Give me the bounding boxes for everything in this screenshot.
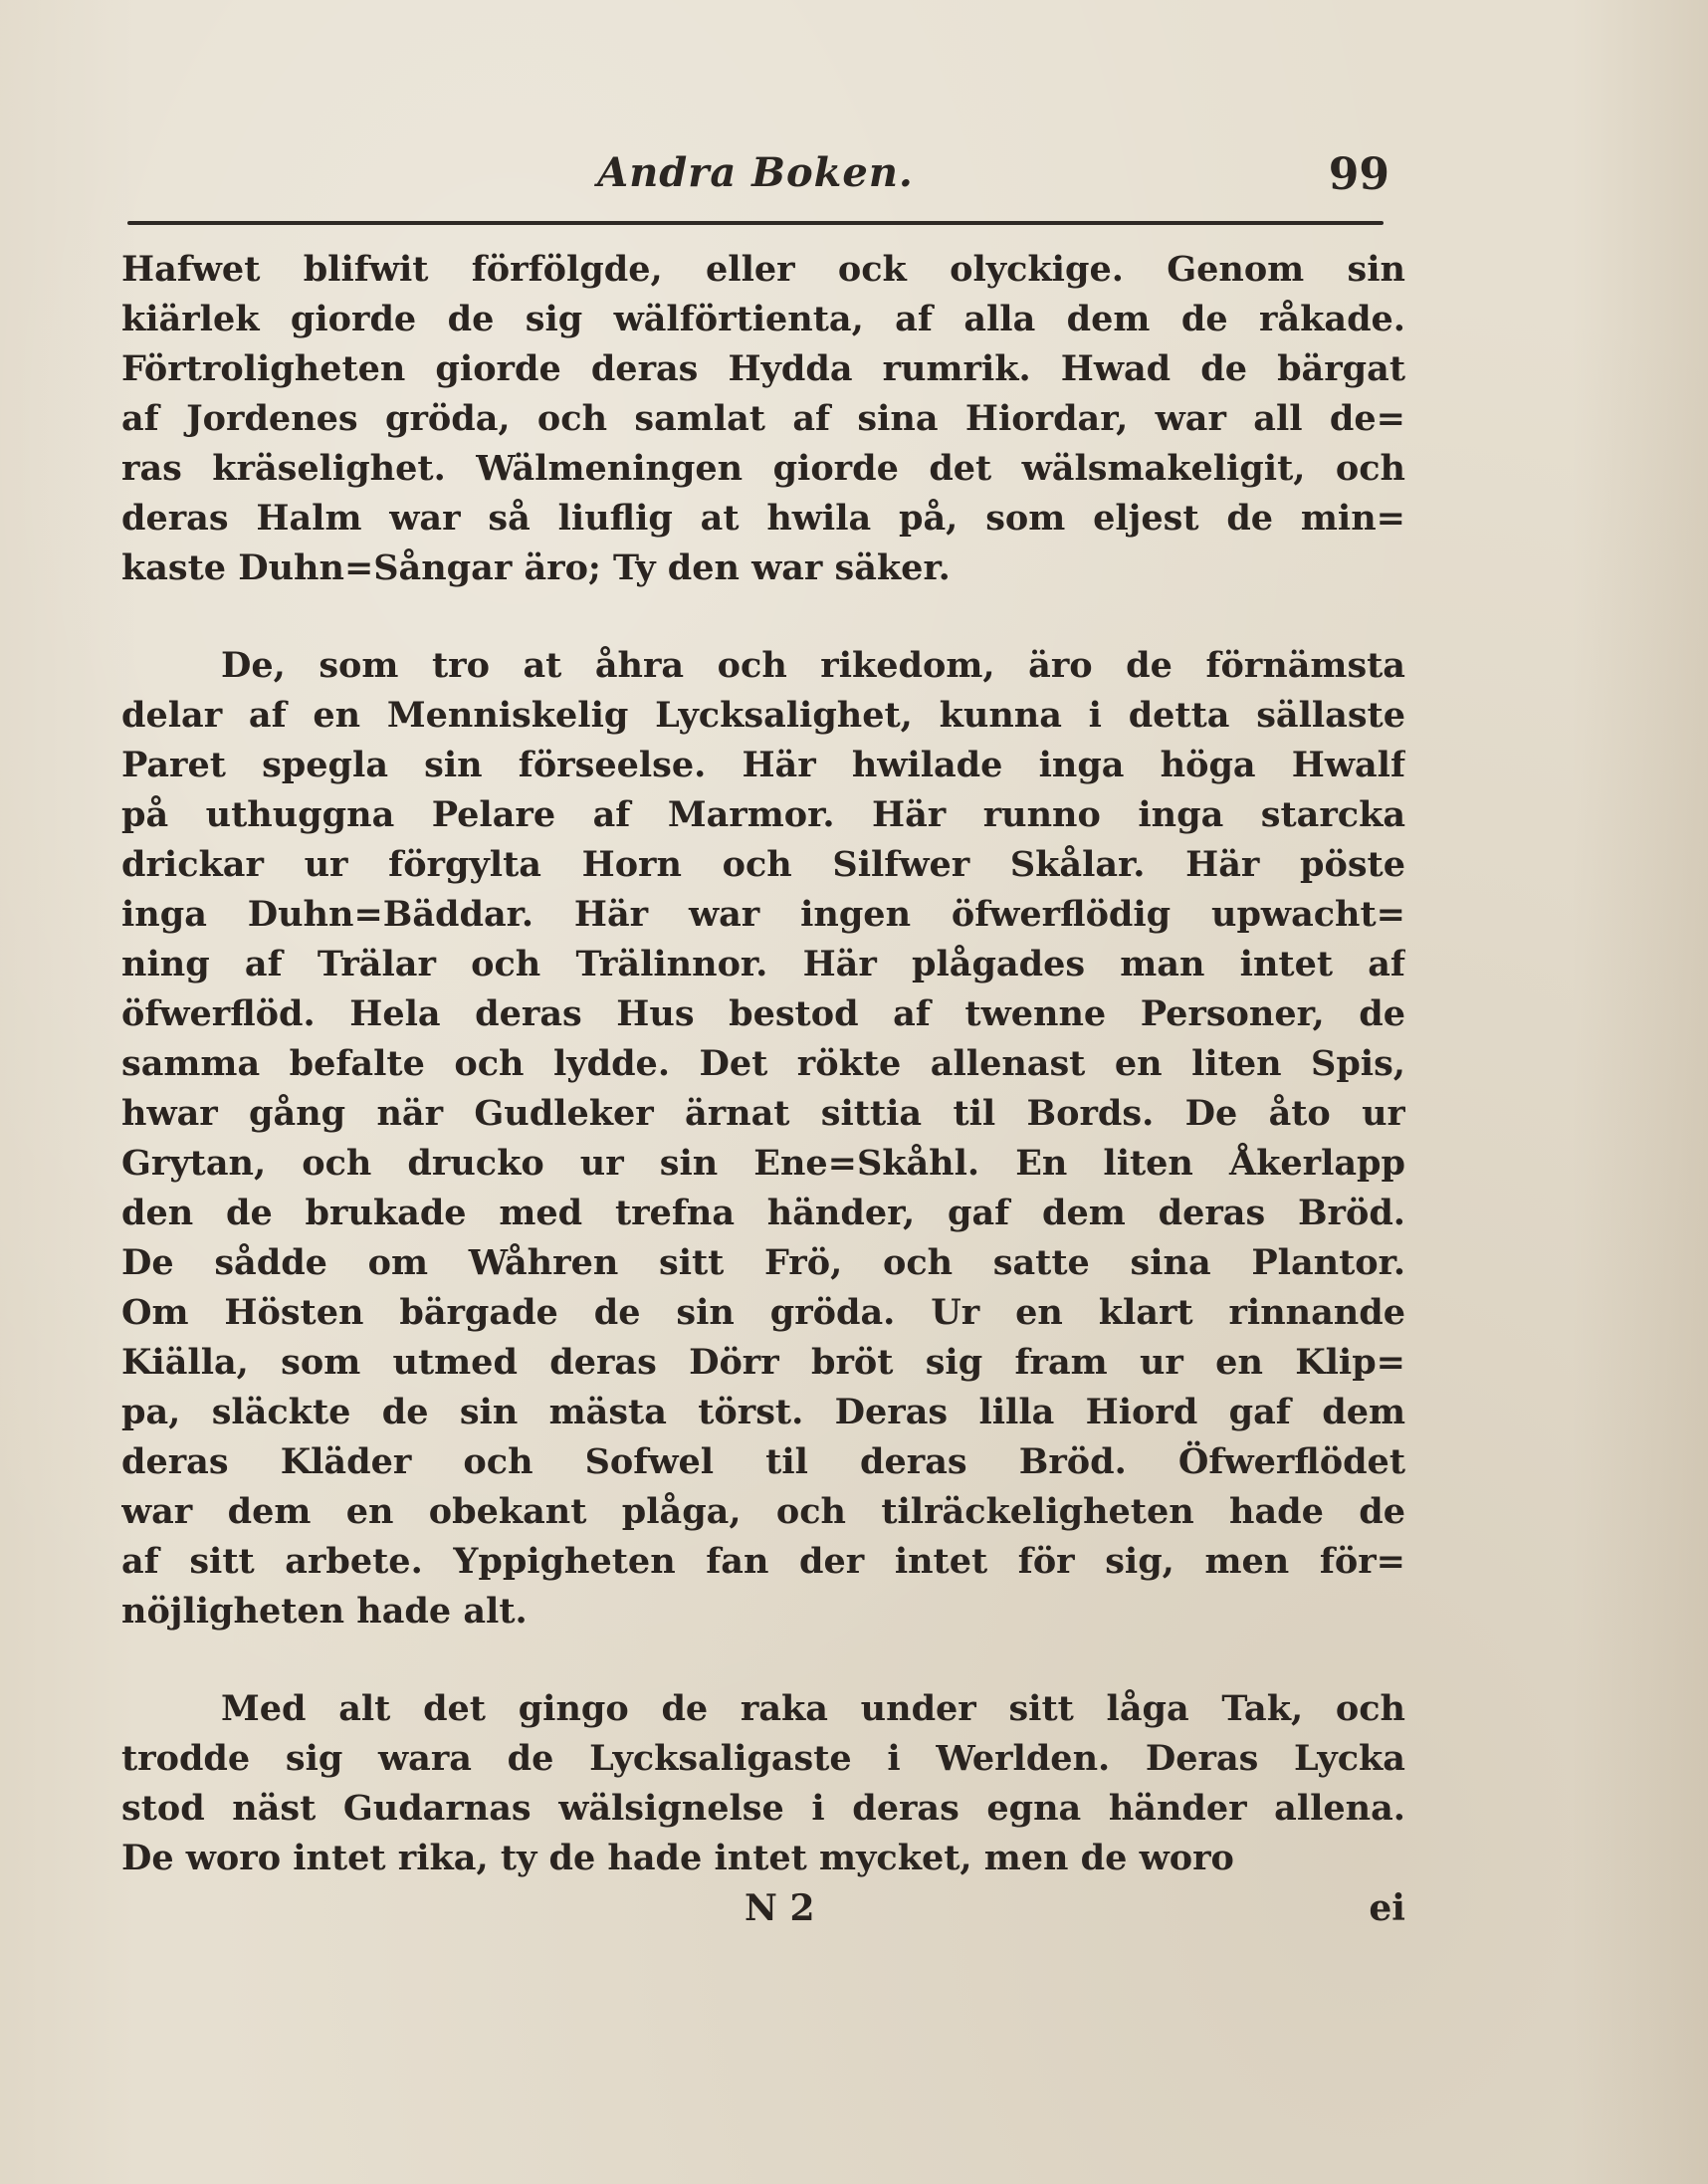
text-line: på uthuggna Pelare af Marmor. Här runno inga starcka — [121, 794, 1405, 835]
text-line: inga Duhn=Bäddar. Här war ingen öfwerflödig upwacht= — [121, 894, 1405, 935]
text-line: De sådde om Wåhren sitt Frö, och satte sina Plantor. — [121, 1242, 1405, 1283]
text-line: delar af en Menniskelig Lycksalighet, kunna i detta sällaste — [121, 695, 1405, 736]
text-line: hwar gång när Gudleker ärnat sittia til Bords. De åto ur — [121, 1093, 1405, 1134]
text-line: trodde sig wara de Lycksaligaste i Werlden. Deras Lycka — [121, 1738, 1405, 1779]
running-head — [127, 149, 1389, 213]
text-line: Paret spegla sin förseelse. Här hwilade inga höga Hwalf — [121, 745, 1405, 785]
text-line: deras Halm war så liuflig at hwila på, som eljest de min= — [121, 498, 1405, 539]
text-line: af sitt arbete. Yppigheten fan der intet för sig, men för= — [121, 1541, 1405, 1582]
paragraph — [121, 1684, 1405, 1883]
text-line: Hafwet blifwit förfölgde, eller ock olyckige. Genom sin — [121, 249, 1405, 290]
text-line: nöjligheten hade alt. — [121, 1591, 528, 1632]
text-line: war dem en obekant plåga, och tilräckeligheten hade de — [121, 1491, 1405, 1532]
text-line: kiärlek giorde de sig wälförtienta, af alla dem de råkade. — [121, 299, 1405, 339]
paragraph — [121, 641, 1405, 1637]
text-line: Förtroligheten giorde deras Hydda rumrik. Hwad de bärgat — [121, 348, 1405, 389]
text-line: drickar ur förgylta Horn och Silfwer Skålar. Här pöste — [121, 844, 1405, 885]
page-footer — [127, 1887, 1411, 1947]
signature-mark: N 2 — [745, 1887, 815, 1929]
text-line: ras kräselighet. Wälmeningen giorde det wälsmakeligit, och — [121, 448, 1405, 489]
text-line: Kiälla, som utmed deras Dörr bröt sig fram ur en Klip= — [121, 1342, 1405, 1383]
text-line: öfwerflöd. Hela deras Hus bestod af twenne Personer, de — [121, 993, 1405, 1034]
text-line: De, som tro at åhra och rikedom, äro de förnämsta — [221, 645, 1405, 686]
text-line: af Jordenes gröda, och samlat af sina Hiordar, war all de= — [121, 398, 1405, 439]
text-line: ning af Trälar och Trälinnor. Här plågades man intet af — [121, 944, 1405, 984]
text-line: samma befalte och lydde. Det rökte allenast en liten Spis, — [121, 1043, 1405, 1084]
text-line: deras Kläder och Sofwel til deras Bröd. Öfwerflödet — [121, 1441, 1405, 1482]
paragraph — [121, 245, 1405, 593]
text-line: kaste Duhn=Sångar äro; Ty den war säker. — [121, 547, 951, 588]
text-line: Med alt det gingo de raka under sitt låga Tak, och — [221, 1688, 1405, 1729]
text-line: stod näst Gudarnas wälsignelse i deras egna händer allena. — [121, 1788, 1405, 1829]
paragraph-gap — [121, 593, 1405, 641]
body-text — [121, 245, 1405, 1883]
page-number: 99 — [1328, 149, 1389, 200]
header-rule — [127, 221, 1384, 225]
text-line: De woro intet rika, ty de hade intet mycket, men de woro — [121, 1838, 1234, 1878]
running-head-title: Andra Boken. — [597, 149, 914, 196]
catchword: ei — [1369, 1887, 1405, 1929]
text-line: den de brukade med trefna händer, gaf dem deras Bröd. — [121, 1193, 1405, 1233]
paragraph-gap — [121, 1637, 1405, 1684]
text-line: Grytan, och drucko ur sin Ene=Skåhl. En liten Åkerlapp — [121, 1143, 1405, 1184]
text-line: Om Hösten bärgade de sin gröda. Ur en klart rinnande — [121, 1292, 1405, 1333]
text-line: pa, släckte de sin mästa törst. Deras lilla Hiord gaf dem — [121, 1392, 1405, 1432]
